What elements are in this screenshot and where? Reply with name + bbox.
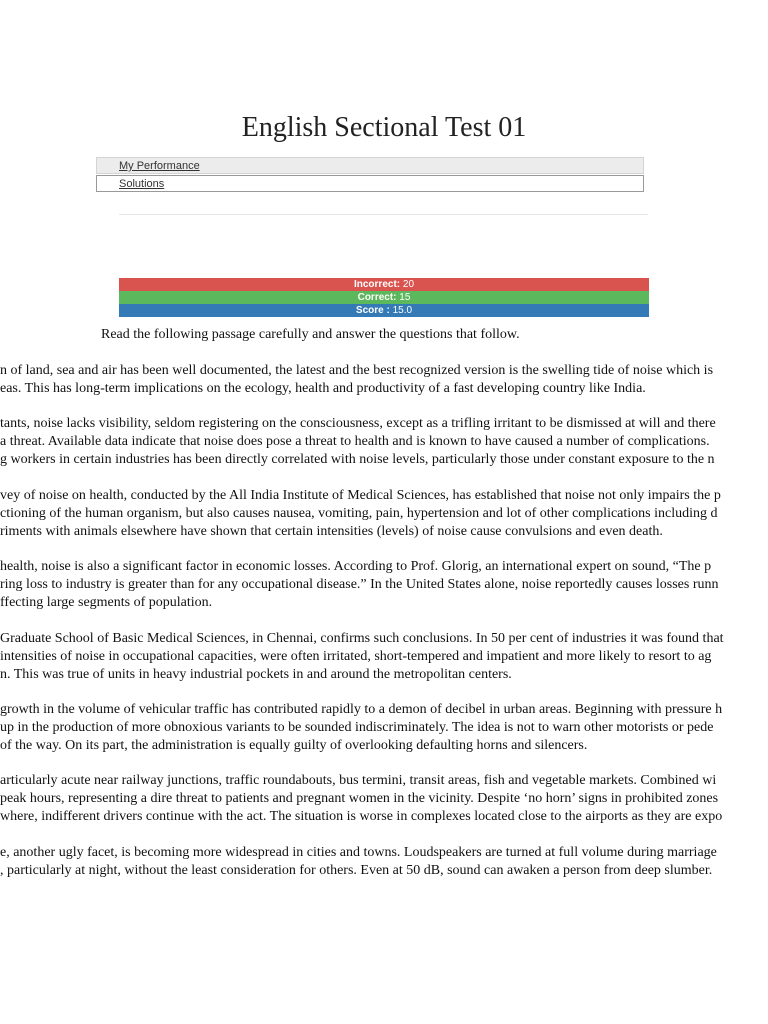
- solutions-link[interactable]: Solutions: [119, 178, 165, 190]
- passage-line: health, noise is also a significant factor in economic losses. According to Prof. Glorig, an international expert on sound, “The p: [0, 559, 712, 574]
- passage-line: ring loss to industry is greater than for any occupational disease.” In the United States alone, noise reportedly causes losses runn: [0, 577, 719, 592]
- passage-line: n. This was true of units in heavy industrial pockets in and around the metropolitan centers.: [0, 667, 512, 682]
- passage-line: vey of noise on health, conducted by the All India Institute of Medical Sciences, has established that noise not only impairs the p: [0, 488, 721, 503]
- passage-line: growth in the volume of vehicular traffic has contributed rapidly to a demon of decibel in urban areas. Beginning with pressure h: [0, 702, 723, 717]
- passage-line: up in the production of more obnoxious variants to be sounded indiscriminately. The idea is not to warn other motorists or pede: [0, 720, 714, 735]
- passage-line: tants, noise lacks visibility, seldom registering on the consciousness, except as a trifling irritant to be dismissed at will and there: [0, 416, 716, 431]
- correct-value: 15: [399, 292, 411, 303]
- passage-line: Graduate School of Basic Medical Sciences, in Chennai, confirms such conclusions. In 50 per cent of industries it was found that: [0, 631, 724, 646]
- score-value: 15.0: [392, 305, 413, 316]
- page-title: English Sectional Test 01: [241, 112, 527, 143]
- passage-line: n of land, sea and air has been well documented, the latest and the best recognized version is the swelling tide of noise which is: [0, 363, 714, 378]
- incorrect-value: 20: [402, 279, 415, 290]
- passage-line: riments with animals elsewhere have shown that certain intensities (levels) of noise cause convulsions and even death.: [0, 524, 663, 539]
- passage-line: a threat. Available data indicate that noise does pose a threat to health and is known to have caused a number of complications.: [0, 434, 710, 449]
- passage-line: peak hours, representing a dire threat to patients and pregnant women in the vicinity. Despite ‘no horn’ signs in prohibited zones: [0, 791, 719, 806]
- passage-line: g workers in certain industries has been directly correlated with noise levels, particularly those under constant exposure to the n: [0, 452, 715, 467]
- passage-instruction: Read the following passage carefully and answer the questions that follow.: [101, 327, 520, 342]
- incorrect-label: Incorrect:: [353, 279, 401, 290]
- passage-line: ctioning of the human organism, but also causes nausea, vomiting, pain, hypertension and lot of other complications including d: [0, 506, 718, 521]
- passage-line: eas. This has long-term implications on the ecology, health and productivity of a fast developing country like India.: [0, 381, 646, 396]
- passage-line: ffecting large segments of population.: [0, 595, 213, 610]
- passage-line: where, indifferent drivers continue with the act. The situation is worse in complexes located close to the airports as they are expo: [0, 809, 723, 824]
- passage-line: , particularly at night, without the least consideration for others. Even at 50 dB, sound can awaken a person from deep slumber.: [0, 863, 713, 878]
- passage-line: articularly acute near railway junctions, traffic roundabouts, bus termini, transit areas, fish and vegetable markets. Combined wi: [0, 773, 717, 788]
- my-performance-link[interactable]: My Performance: [119, 160, 200, 172]
- passage-line: e, another ugly facet, is becoming more widespread in cities and towns. Loudspeakers are turned at full volume during marriage: [0, 845, 717, 860]
- passage-line: intensities of noise in occupational capacities, were often irritated, short-tempered and impatient and more likely to resort to ag: [0, 649, 712, 664]
- passage-line: of the way. On its part, the administration is equally guilty of overlooking defaulting horns and silencers.: [0, 738, 588, 753]
- correct-label: Correct:: [357, 292, 397, 303]
- score-label: Score :: [355, 305, 390, 316]
